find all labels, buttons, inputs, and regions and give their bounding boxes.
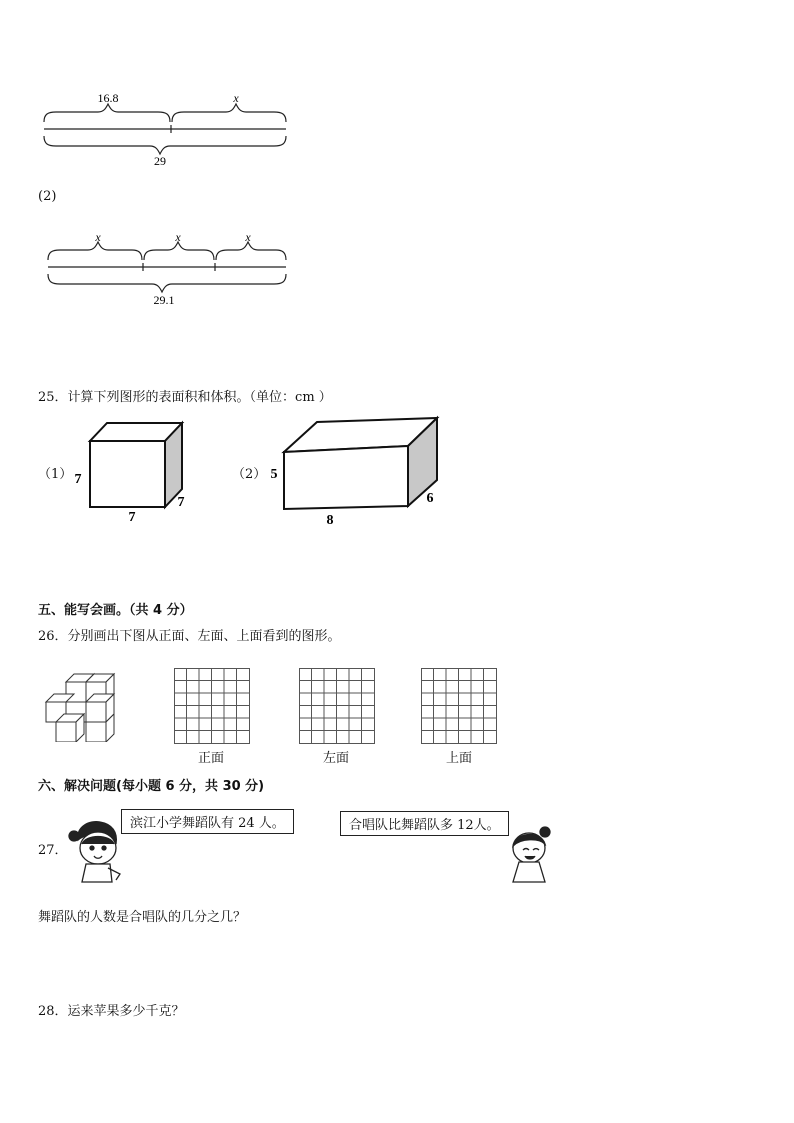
section-6-title: 六、解决问题(每小题 6 分，共 30 分) [38, 779, 265, 794]
section-5-title: 五、能写会画。（共 4 分） [38, 603, 193, 618]
segment-diagram-1 [40, 90, 300, 170]
cube-width-label: 7 [177, 495, 185, 510]
speech-bubble-left: 滨江小学舞蹈队有 24 人。 [121, 809, 294, 834]
diagram2-segment-label-3: x [245, 232, 251, 244]
question-26: 26．分别画出下图从正面、左面、上面看到的图形。 [38, 629, 341, 644]
diagram1-left-label: 16.8 [97, 91, 119, 105]
cuboid-figure [262, 412, 452, 532]
fig1-label: （1） [38, 467, 73, 482]
diagram1-total-label: 29 [154, 154, 166, 168]
front-view-label: 正面 [198, 751, 225, 766]
left-view-grid[interactable] [299, 668, 375, 744]
part-2-label: (2) [38, 189, 57, 204]
question-25: 25．计算下列图形的表面积和体积。（单位：cm ） [38, 390, 332, 405]
cube-height-label: 7 [74, 472, 82, 487]
cube-figure [70, 415, 200, 527]
cuboid-height-label: 5 [270, 467, 278, 482]
question-28: 28．运来苹果多少千克？ [38, 1004, 185, 1019]
cuboid-length-label: 8 [326, 513, 334, 528]
diagram2-segment-label-2: x [175, 232, 181, 244]
cube-stack-figure [42, 672, 126, 742]
diagram1-right-label: x [233, 91, 239, 105]
top-view-label: 上面 [446, 751, 473, 766]
fig2-label: （2） [232, 467, 267, 482]
diagram2-segment-label-1: x [95, 232, 101, 244]
segment-diagram-2 [44, 232, 294, 310]
cuboid-width-label: 6 [426, 491, 434, 506]
diagram2-total-label: 29.1 [153, 293, 175, 307]
question-27-number: 27． [38, 843, 68, 858]
question-27-text: 舞蹈队的人数是合唱队的几分之几？ [38, 910, 247, 925]
front-view-grid[interactable] [174, 668, 250, 744]
speech-bubble-right: 合唱队比舞蹈队多 12人。 [340, 811, 509, 836]
girl-illustration-right [505, 824, 563, 884]
left-view-label: 左面 [323, 751, 350, 766]
top-view-grid[interactable] [421, 668, 497, 744]
cube-length-label: 7 [128, 510, 136, 525]
